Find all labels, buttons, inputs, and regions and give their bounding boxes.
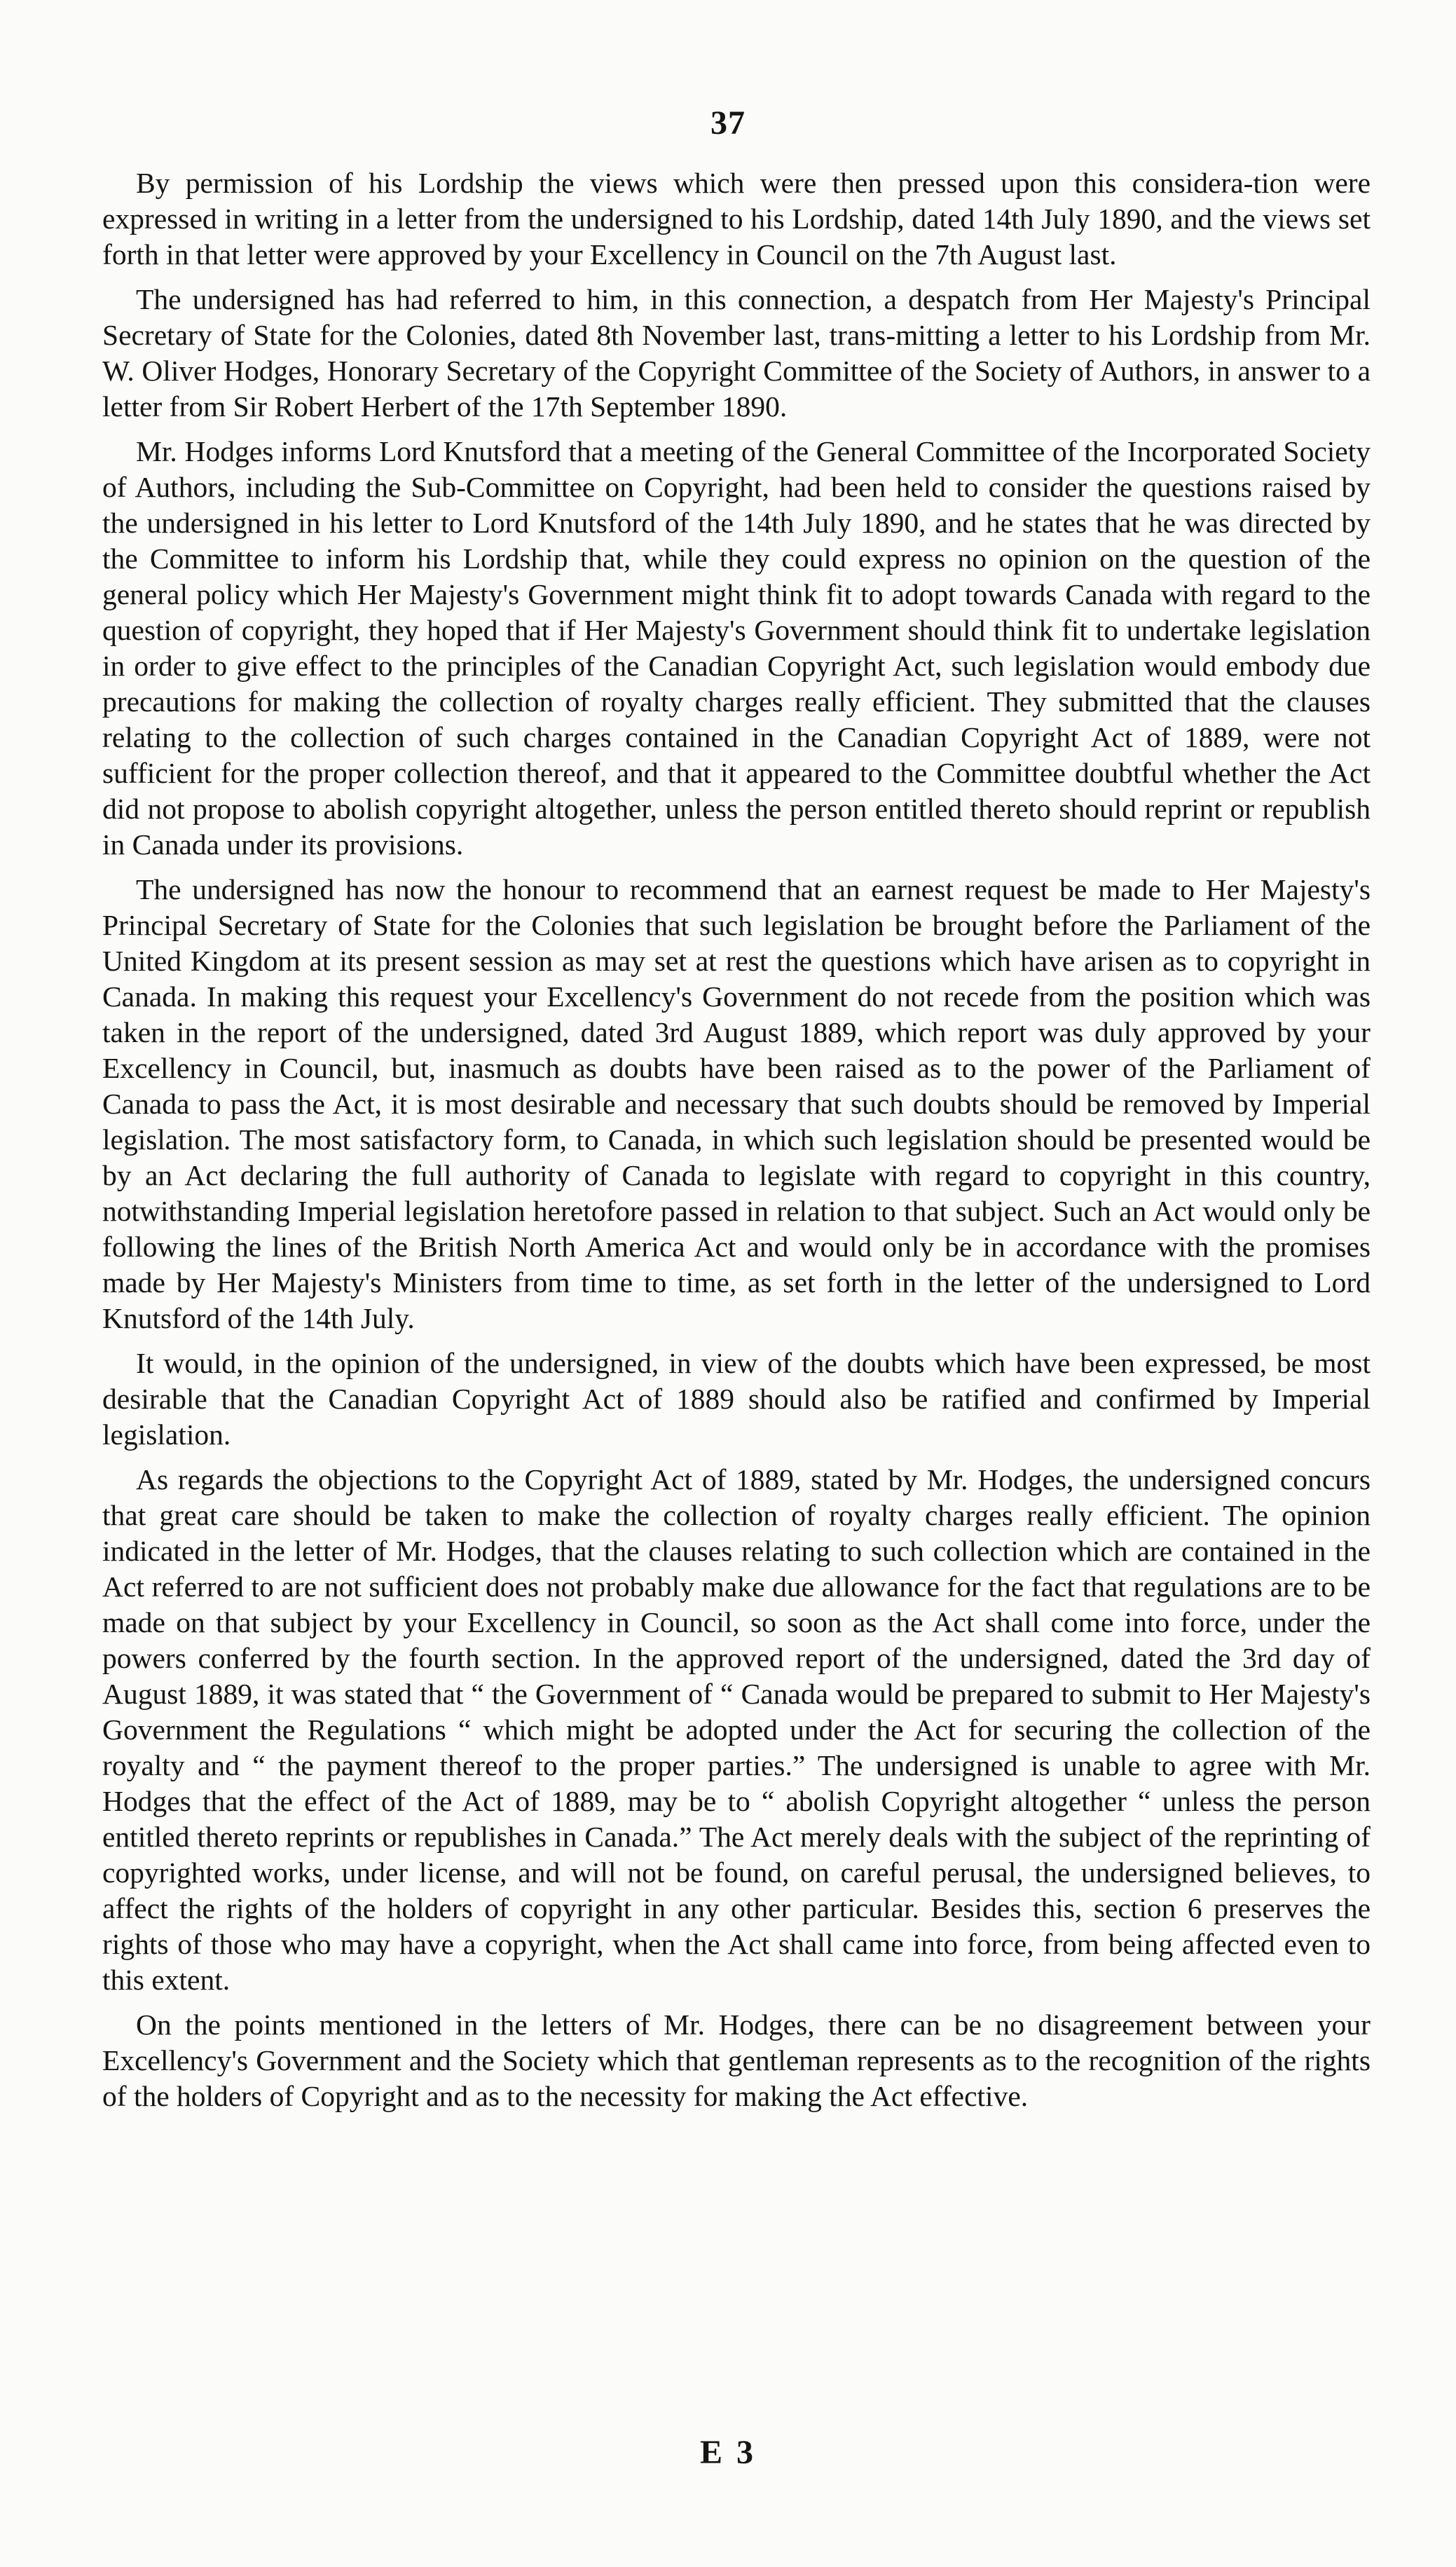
paragraph-objections: As regards the objections to the Copyright Act of 1889, stated by Mr. Hodges, the undersigned concurs that great care should be taken to make the collection of royalty charges really efficient. The opinion indicated in the letter of Mr. Hodges, that the clauses relating to such collection which are contained in the Act referred to are not sufficient does not probably make due allowance for the fact that regulations are to be made on that subject by your Excellency in Council, so soon as the Act shall come into force, under the powers conferred by the fourth section. In the approved report of the undersigned, dated the 3rd day of August 1889, it was stated that “ the Government of “ Canada would be prepared to submit to Her Majesty's Government the Regulations “ which might be adopted under the Act for securing the collection of the royalty and “ the payment thereof to the proper parties.” The undersigned is unable to agree with Mr. Hodges that the effect of the Act of 1889, may be to “ abolish Copyright altogether “ unless the person entitled thereto reprints or republishes in Canada.” The Act merely deals with the subject of the reprinting of copyrighted works, under license, and will not be found, on careful perusal, the undersigned believes, to affect the rights of the holders of copyright in any other particular. Besides this, section 6 preserves the rights of those who may have a copyright, when the Act shall came into force, from being affected even to this extent.: [102, 1463, 1371, 1996]
page-number: 37: [710, 104, 746, 142]
paragraph-ratification: It would, in the opinion of the undersigned, in view of the doubts which have been expressed, be most desirable that the Canadian Copyright Act of 1889 should also be ratified and confirmed by Imperial legislation.: [102, 1347, 1371, 1451]
paragraph-hodges-informs: Mr. Hodges informs Lord Knutsford that a meeting of the General Committee of the Incorporated Society of Authors, including the Sub-Committee on Copyright, had been held to consider the questions raised by the undersigned in his letter to Lord Knutsford of the 14th July 1890, and he states that he was directed by the Committee to inform his Lordship that, while they could express no opinion on the question of the general policy which Her Majesty's Government might think fit to adopt towards Canada with regard to the question of copyright, they hoped that if Her Majesty's Government should think fit to undertake legislation in order to give effect to the principles of the Canadian Copyright Act, such legislation would embody due precautions for making the collection of royalty charges really efficient. They submitted that the clauses relating to the collection of such charges contained in the Canadian Copyright Act of 1889, were not sufficient for the proper collection thereof, and that it appeared to the Committee doubtful whether the Act did not propose to abolish copyright altogether, unless the person entitled thereto should reprint or republish in Canada under its provisions.: [102, 435, 1371, 861]
paragraph-conclusion: On the points mentioned in the letters of Mr. Hodges, there can be no disagreement between your Excellency's Government and the Society which that gentleman represents as to the recognition of the rights of the holders of Copyright and as to the necessity for making the Act effective.: [102, 2008, 1371, 2112]
paragraph-recommendation: The undersigned has now the honour to recommend that an earnest request be made to Her Majesty's Principal Secretary of State for the Colonies that such legislation be brought before the Parliament of the United Kingdom at its present session as may set at rest the questions which have arisen as to copyright in Canada. In making this request your Excellency's Government do not recede from the position which was taken in the report of the undersigned, dated 3rd August 1889, which report was duly approved by your Excellency in Council, but, inasmuch as doubts have been raised as to the power of the Parliament of Canada to pass the Act, it is most desirable and necessary that such doubts should be removed by Imperial legislation. The most satisfactory form, to Canada, in which such legislation should be presented would be by an Act declaring the full authority of Canada to legislate with regard to copyright in this country, notwithstanding Imperial legislation heretofore passed in relation to that subject. Such an Act would only be following the lines of the British North America Act and would only be in accordance with the promises made by Her Majesty's Ministers from time to time, as set forth in the letter of the undersigned to Lord Knutsford of the 14th July.: [102, 873, 1371, 1334]
document-body: [102, 165, 1371, 2123]
paragraph-permission: By permission of his Lordship the views which were then pressed upon this considera-tion were expressed in writing in a letter from the undersigned to his Lordship, dated 14th July 1890, and the views set forth in that letter were approved by your Excellency in Council on the 7th August last.: [102, 167, 1371, 271]
signature-mark: E 3: [699, 2434, 756, 2471]
paragraph-despatch: The undersigned has had referred to him, in this connection, a despatch from Her Majesty's Principal Secretary of State for the Colonies, dated 8th November last, trans-mitting a letter to his Lordship from Mr. W. Oliver Hodges, Honorary Secretary of the Copyright Committee of the Society of Authors, in answer to a letter from Sir Robert Herbert of the 17th September 1890.: [102, 283, 1371, 423]
